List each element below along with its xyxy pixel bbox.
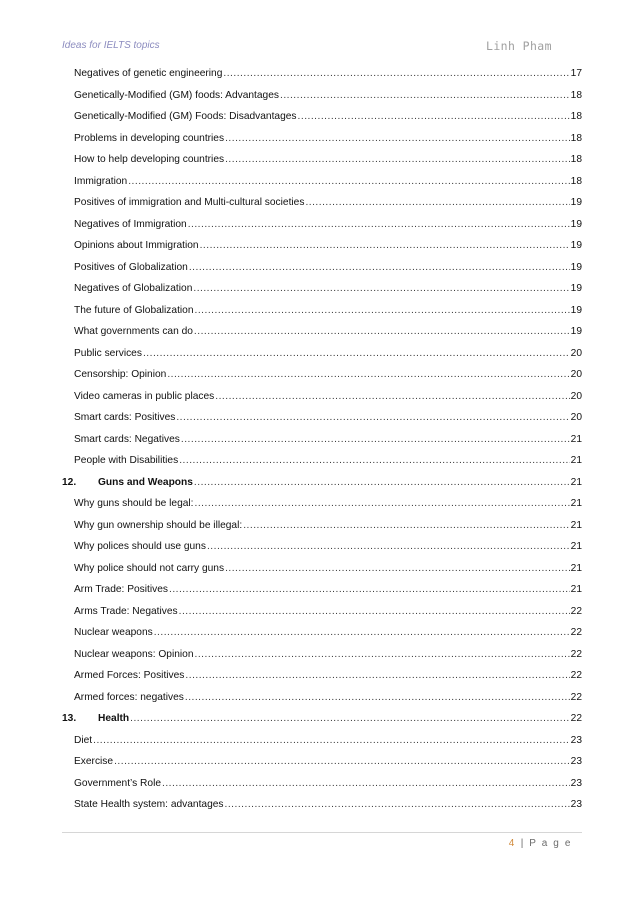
- toc-entry[interactable]: [62, 455, 582, 477]
- toc-entry[interactable]: [62, 283, 582, 305]
- toc-entry[interactable]: [62, 412, 582, 434]
- toc-entry-page: 18: [570, 89, 582, 101]
- toc-entry-title: State Health system: advantages: [74, 799, 224, 810]
- toc-entry-title: Problems in developing countries: [74, 132, 225, 144]
- toc-entry-page: 21: [570, 584, 582, 595]
- toc-dot-leader: [225, 799, 570, 810]
- toc-entry-page: 21: [570, 541, 582, 552]
- toc-dot-leader: [207, 541, 570, 552]
- toc-dot-leader: [162, 778, 570, 789]
- toc-entry[interactable]: [62, 670, 582, 692]
- toc-entry-title: People with Disabilities: [74, 455, 179, 466]
- toc-entry-page: 19: [570, 240, 582, 251]
- toc-entry-title: Arm Trade: Positives: [74, 584, 168, 595]
- toc-entry-page: 21: [570, 498, 582, 509]
- toc-dot-leader: [305, 197, 569, 208]
- toc-entry-page: 18: [570, 132, 582, 144]
- toc-dot-leader: [225, 133, 570, 144]
- footer-divider: [62, 832, 582, 833]
- toc-entry-number: 13.: [62, 713, 77, 724]
- toc-dot-leader: [223, 68, 569, 79]
- footer-page-label: P a g e: [529, 838, 572, 849]
- toc-entry-title: Nuclear weapons: Opinion: [74, 648, 194, 660]
- toc-dot-leader: [194, 477, 570, 488]
- toc-entry-page: 19: [570, 261, 582, 273]
- toc-dot-leader: [114, 756, 570, 767]
- toc-entry[interactable]: [62, 326, 582, 348]
- toc-entry-title: Why polices should use guns: [74, 541, 206, 552]
- toc-dot-leader: [167, 369, 569, 380]
- toc-entry-page: 22: [570, 670, 582, 681]
- toc-entry-page: 22: [570, 648, 582, 660]
- toc-entry-page: 23: [570, 799, 582, 810]
- toc-entry-number: 12.: [62, 476, 77, 488]
- toc-dot-leader: [200, 240, 570, 251]
- toc-entry[interactable]: [62, 348, 582, 370]
- toc-entry-page: 21: [570, 476, 582, 488]
- toc-entry-title: Genetically-Modified (GM) Foods: Disadvantages: [74, 111, 297, 122]
- toc-entry-page: 21: [570, 433, 582, 445]
- toc-entry-title: Negatives of Immigration: [74, 218, 187, 230]
- toc-entry-page: 18: [570, 154, 582, 165]
- toc-entry[interactable]: [62, 498, 582, 520]
- toc-entry-title: Exercise: [74, 756, 114, 767]
- page-header: [62, 40, 582, 54]
- toc-entry-title: Immigration: [74, 175, 128, 187]
- toc-entry-title: Smart cards: Positives: [74, 412, 176, 423]
- toc-entry-page: 18: [570, 111, 582, 122]
- toc-entry[interactable]: [62, 584, 582, 606]
- toc-entry[interactable]: [62, 627, 582, 649]
- toc-entry[interactable]: [62, 369, 582, 391]
- toc-entry-title: Video cameras in public places: [74, 390, 215, 402]
- toc-entry[interactable]: [62, 541, 582, 563]
- toc-entry[interactable]: [62, 692, 582, 714]
- toc-entry-title: Positives of Globalization: [74, 261, 188, 273]
- toc-entry[interactable]: [62, 756, 582, 778]
- toc-entry[interactable]: [62, 799, 582, 821]
- toc-entry-page: 18: [570, 175, 582, 187]
- toc-entry[interactable]: [62, 606, 582, 628]
- toc-entry[interactable]: [62, 563, 582, 585]
- toc-entry[interactable]: [62, 154, 582, 176]
- toc-entry-title: Negatives of genetic engineering: [74, 68, 223, 79]
- toc-entry-page: 20: [570, 412, 582, 423]
- toc-entry-page: 20: [570, 369, 582, 380]
- toc-dot-leader: [179, 455, 569, 466]
- toc-section-entry[interactable]: [62, 477, 582, 499]
- toc-entry-page: 21: [570, 519, 582, 531]
- toc-entry[interactable]: [62, 197, 582, 219]
- toc-entry-title: What governments can do: [74, 326, 193, 337]
- toc-entry[interactable]: [62, 391, 582, 413]
- toc-entry[interactable]: [62, 649, 582, 671]
- toc-entry[interactable]: [62, 262, 582, 284]
- toc-entry[interactable]: [62, 735, 582, 757]
- toc-dot-leader: [195, 305, 570, 316]
- toc-entry-page: 19: [570, 326, 582, 337]
- toc-entry-title: Nuclear weapons: [74, 627, 153, 638]
- toc-dot-leader: [195, 649, 570, 660]
- toc-entry-page: 19: [570, 218, 582, 230]
- toc-entry[interactable]: [62, 240, 582, 262]
- toc-entry-title: Health: [98, 713, 130, 724]
- toc-entry-title: Opinions about Immigration: [74, 240, 199, 251]
- toc-entry[interactable]: [62, 219, 582, 241]
- toc-entry-title: Diet: [74, 734, 93, 746]
- toc-dot-leader: [185, 692, 570, 703]
- toc-entry[interactable]: [62, 90, 582, 112]
- toc-dot-leader: [298, 111, 570, 122]
- toc-entry-page: 22: [570, 713, 582, 724]
- toc-entry-page: 23: [570, 756, 582, 767]
- toc-entry[interactable]: [62, 778, 582, 800]
- toc-section-entry[interactable]: [62, 713, 582, 735]
- toc-dot-leader: [195, 498, 570, 509]
- header-author: Linh Pham: [486, 39, 552, 53]
- toc-entry-page: 20: [570, 347, 582, 359]
- toc-entry[interactable]: [62, 68, 582, 90]
- toc-entry-title: How to help developing countries: [74, 154, 225, 165]
- toc-entry-title: Armed Forces: Positives: [74, 670, 185, 681]
- toc-entry-page: 22: [570, 627, 582, 638]
- toc-entry-page: 19: [570, 283, 582, 294]
- toc-entry-title: The future of Globalization: [74, 304, 194, 316]
- toc-dot-leader: [188, 219, 570, 230]
- toc-entry-title: Why gun ownership should be illegal:: [74, 519, 243, 531]
- toc-dot-leader: [193, 283, 569, 294]
- toc-entry-title: Negatives of Globalization: [74, 283, 193, 294]
- toc-dot-leader: [215, 391, 569, 402]
- toc-entry-title: Armed forces: negatives: [74, 691, 184, 703]
- toc-dot-leader: [128, 176, 569, 187]
- toc-dot-leader: [225, 154, 570, 165]
- toc-entry-page: 19: [570, 197, 582, 208]
- toc-entry[interactable]: [62, 305, 582, 327]
- toc-entry-title: Arms Trade: Negatives: [74, 605, 178, 617]
- toc-entry-page: 23: [570, 777, 582, 789]
- toc-entry-title: Why police should not carry guns: [74, 562, 225, 574]
- toc-entry-title: Positives of immigration and Multi-cultural societies: [74, 197, 305, 208]
- toc-entry-page: 22: [570, 691, 582, 703]
- toc-dot-leader: [280, 90, 570, 101]
- toc-entry-page: 17: [570, 68, 582, 79]
- toc-entry-page: 22: [570, 605, 582, 617]
- toc-entry[interactable]: [62, 434, 582, 456]
- page-footer: [509, 838, 572, 849]
- toc-entry-title: Government’s Role: [74, 777, 162, 789]
- toc-dot-leader: [130, 713, 570, 724]
- toc-dot-leader: [154, 627, 570, 638]
- toc-dot-leader: [176, 412, 569, 423]
- toc-entry-title: Genetically-Modified (GM) foods: Advantages: [74, 89, 279, 101]
- toc-dot-leader: [189, 262, 570, 273]
- toc-entry-title: Smart cards: Negatives: [74, 433, 180, 445]
- toc-entry-page: 20: [570, 390, 582, 402]
- toc-dot-leader: [194, 326, 570, 337]
- toc-entry-page: 21: [570, 455, 582, 466]
- toc-entry-title: Censorship: Opinion: [74, 369, 167, 380]
- toc-entry-title: Why guns should be legal:: [74, 498, 194, 509]
- toc-dot-leader: [185, 670, 569, 681]
- toc-entry[interactable]: [62, 111, 582, 133]
- toc-dot-leader: [243, 520, 569, 531]
- toc-entry-page: 19: [570, 304, 582, 316]
- toc-entry-title: Public services: [74, 347, 142, 359]
- toc-dot-leader: [93, 735, 570, 746]
- table-of-contents: [62, 68, 582, 821]
- toc-entry[interactable]: [62, 133, 582, 155]
- toc-dot-leader: [143, 348, 570, 359]
- toc-entry[interactable]: [62, 176, 582, 198]
- toc-entry-page: 21: [570, 562, 582, 574]
- footer-page-number: 4: [508, 838, 515, 849]
- toc-dot-leader: [169, 584, 570, 595]
- toc-entry[interactable]: [62, 520, 582, 542]
- toc-entry-page: 23: [570, 734, 582, 746]
- footer-separator: |: [520, 838, 525, 849]
- toc-dot-leader: [181, 434, 570, 445]
- header-document-title: Ideas for IELTS topics: [62, 40, 160, 51]
- toc-entry-title: Guns and Weapons: [98, 476, 193, 488]
- toc-dot-leader: [225, 563, 570, 574]
- toc-dot-leader: [179, 606, 570, 617]
